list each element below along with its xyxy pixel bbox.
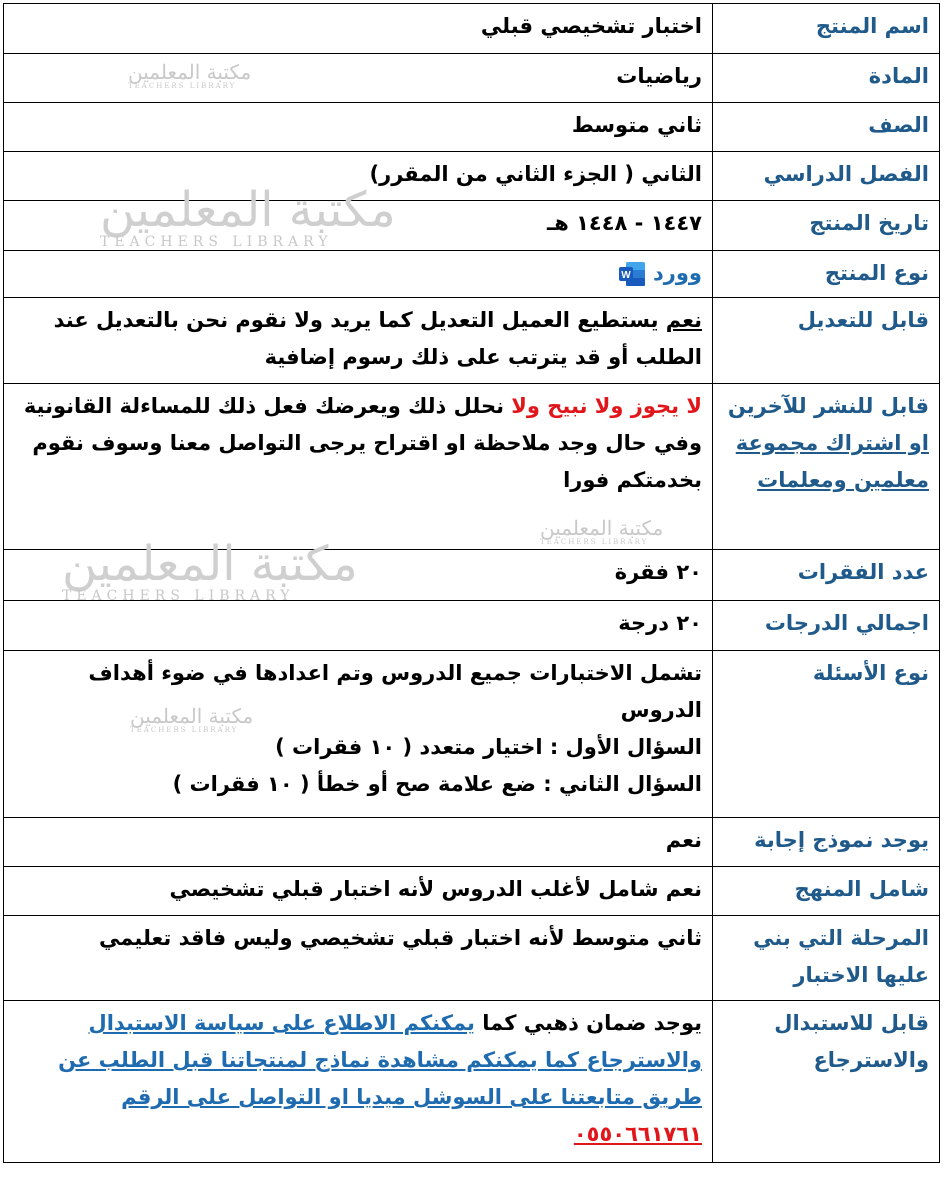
value-refund [4,1001,713,1163]
label-semester: الفصل الدراسي [713,152,940,201]
value-answer-key: نعم [4,818,713,867]
value-product-name: اختبار تشخيصي قبلي [4,4,713,54]
refund-policy-link[interactable]: يمكنكم الاطلاع على سياسة الاستبدال والاسترجاع كما يمكنكم مشاهدة نماذج لمنتجاتنا قبل الطلب عن طريق متابعتنا على السوشل ميديا او التواصل على الرقم [58,1011,702,1109]
refund-text: يوجد ضمان ذهبي كما [474,1011,702,1035]
question-type-line-2: السؤال الأول : اختيار متعدد ( ١٠ فقرات ) [275,735,702,759]
row-grade [4,103,940,152]
watermark-logo: مكتبة المعلمين TEACHERS LIBRARY [128,60,252,90]
svg-text:W: W [620,270,631,281]
label-total-marks: اجمالي الدرجات [713,601,940,651]
value-items-count: ٢٠ فقرة [4,550,713,601]
publishable-label-part1: قابل للنشر للآخرين [727,394,929,418]
label-subject: المادة [713,54,940,103]
value-question-type [4,651,713,818]
publishable-label-part2: او اشتراك مجموعة معلمين ومعلمات [735,431,929,492]
value-total-marks: ٢٠ درجة [4,601,713,651]
publish-text: نحلل ذلك ويعرضك فعل ذلك للمساءلة القانونية وفي حال وجد ملاحظة او اقتراح يرجى التواصل معنا وسوف نقوم بخدمتكم فورا [23,394,702,492]
row-date [4,201,940,251]
publish-warning: لا يجوز ولا نبيح ولا [511,394,702,418]
word-icon [618,261,646,287]
row-answer-key [4,818,940,867]
value-curriculum: نعم شامل لأغلب الدروس لأنه اختبار قبلي تشخيصي [4,867,713,916]
watermark-logo-large: مكتبة المعلمين TEACHERS LIBRARY [62,536,358,604]
watermark-logo-large: مكتبة المعلمين TEACHERS LIBRARY [100,182,396,250]
row-editable [4,298,940,384]
value-semester: الثاني ( الجزء الثاني من المقرر) [4,152,713,201]
product-type-text: وورد [653,261,702,285]
phone-number[interactable]: ٠٥٥٠٦٦١٧٦١ [573,1122,702,1146]
label-answer-key: يوجد نموذج إجابة [713,818,940,867]
label-question-type: نوع الأسئلة [713,651,940,818]
label-curriculum: شامل المنهج [713,867,940,916]
label-publishable [713,384,940,550]
question-type-line-1: تشمل الاختبارات جميع الدروس وتم اعدادها في ضوء أهداف الدروس [88,661,702,722]
label-editable: قابل للتعديل [713,298,940,384]
row-items-count [4,550,940,601]
value-subject: رياضيات [4,54,713,103]
row-product-type [4,251,940,298]
row-question-type [4,651,940,818]
label-items-count: عدد الفقرات [713,550,940,601]
value-editable [4,298,713,384]
label-grade: الصف [713,103,940,152]
editable-text: يستطيع العميل التعديل كما يريد ولا نقوم نحن بالتعديل عند الطلب أو قد يترتب على ذلك رسوم إضافية [53,308,702,369]
question-type-line-3: السؤال الثاني : ضع علامة صح أو خطأ ( ١٠ فقرات ) [172,772,702,796]
value-grade: ثاني متوسط [4,103,713,152]
value-stage: ثاني متوسط لأنه اختبار قبلي تشخيصي وليس فاقد تعليمي [4,916,713,1001]
value-date: ١٤٤٧ - ١٤٤٨ هـ [4,201,713,251]
label-product-type: نوع المنتج [713,251,940,298]
product-info-table [3,3,940,1163]
label-product-name: اسم المنتج [713,4,940,54]
label-date: تاريخ المنتج [713,201,940,251]
watermark-logo: مكتبة المعلمين TEACHERS LIBRARY [540,516,664,546]
label-stage: المرحلة التي بني عليها الاختبار [713,916,940,1001]
row-product-name [4,4,940,54]
value-product-type [4,251,713,298]
row-total-marks [4,601,940,651]
label-refund: قابل للاستبدال والاسترجاع [713,1001,940,1163]
editable-yes: نعم [665,308,702,332]
row-subject [4,54,940,103]
row-curriculum [4,867,940,916]
watermark-logo: مكتبة المعلمين TEACHERS LIBRARY [130,704,254,734]
row-publishable [4,384,940,550]
row-semester [4,152,940,201]
row-stage [4,916,940,1001]
value-publishable [4,384,713,550]
row-refund [4,1001,940,1163]
